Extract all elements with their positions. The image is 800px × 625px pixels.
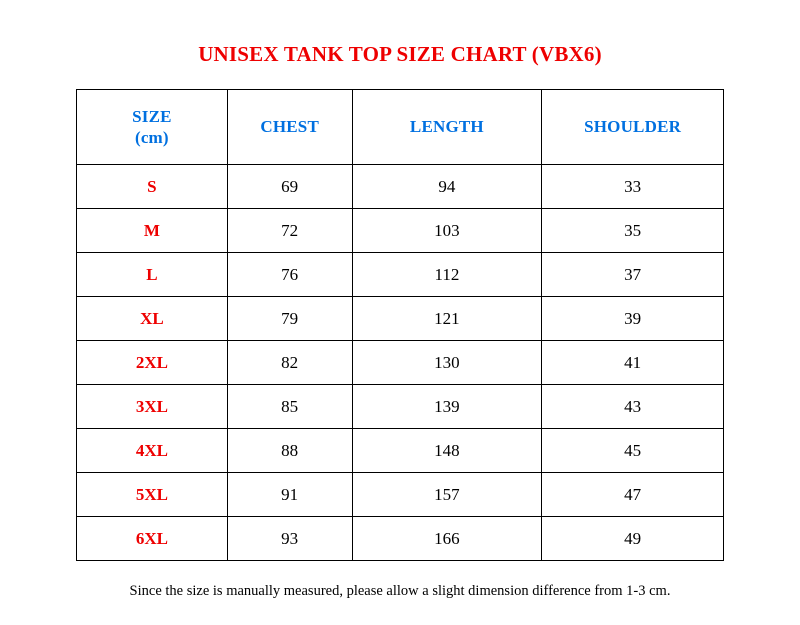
size-chart-table-container bbox=[76, 89, 724, 561]
cell-length: 148 bbox=[352, 429, 542, 473]
cell-chest: 69 bbox=[227, 165, 352, 209]
column-header-length: LENGTH bbox=[352, 90, 542, 165]
page-title: UNISEX TANK TOP SIZE CHART (VBX6) bbox=[198, 42, 602, 66]
cell-size: 3XL bbox=[77, 385, 228, 429]
cell-chest: 82 bbox=[227, 341, 352, 385]
cell-size: 4XL bbox=[77, 429, 228, 473]
cell-chest: 91 bbox=[227, 473, 352, 517]
table-row bbox=[77, 253, 724, 297]
cell-chest: 88 bbox=[227, 429, 352, 473]
cell-chest: 79 bbox=[227, 297, 352, 341]
table-row bbox=[77, 385, 724, 429]
table-header-row bbox=[77, 90, 724, 165]
cell-length: 112 bbox=[352, 253, 542, 297]
cell-chest: 76 bbox=[227, 253, 352, 297]
table-row bbox=[77, 429, 724, 473]
cell-shoulder: 43 bbox=[542, 385, 724, 429]
cell-length: 94 bbox=[352, 165, 542, 209]
cell-length: 130 bbox=[352, 341, 542, 385]
column-header-size bbox=[77, 90, 228, 165]
cell-chest: 85 bbox=[227, 385, 352, 429]
cell-shoulder: 49 bbox=[542, 517, 724, 561]
column-header-shoulder: SHOULDER bbox=[542, 90, 724, 165]
cell-chest: 93 bbox=[227, 517, 352, 561]
size-chart-table bbox=[76, 89, 724, 561]
cell-shoulder: 33 bbox=[542, 165, 724, 209]
column-header-chest: CHEST bbox=[227, 90, 352, 165]
cell-length: 166 bbox=[352, 517, 542, 561]
cell-size: M bbox=[77, 209, 228, 253]
table-row bbox=[77, 165, 724, 209]
table-row bbox=[77, 297, 724, 341]
cell-shoulder: 41 bbox=[542, 341, 724, 385]
cell-size: 6XL bbox=[77, 517, 228, 561]
cell-shoulder: 35 bbox=[542, 209, 724, 253]
table-row bbox=[77, 517, 724, 561]
column-header-size-line1: SIZE bbox=[132, 106, 172, 126]
table-body bbox=[77, 165, 724, 561]
measurement-disclaimer: Since the size is manually measured, please allow a slight dimension difference from 1-3 cm. bbox=[129, 583, 671, 599]
cell-shoulder: 37 bbox=[542, 253, 724, 297]
cell-length: 139 bbox=[352, 385, 542, 429]
column-header-size-line2: (cm) bbox=[134, 128, 169, 147]
table-row bbox=[77, 209, 724, 253]
cell-size: S bbox=[77, 165, 228, 209]
table-row bbox=[77, 341, 724, 385]
cell-length: 121 bbox=[352, 297, 542, 341]
table-header bbox=[77, 90, 724, 165]
cell-size: 2XL bbox=[77, 341, 228, 385]
cell-size: XL bbox=[77, 297, 228, 341]
cell-size: 5XL bbox=[77, 473, 228, 517]
cell-shoulder: 39 bbox=[542, 297, 724, 341]
cell-chest: 72 bbox=[227, 209, 352, 253]
cell-size: L bbox=[77, 253, 228, 297]
cell-shoulder: 45 bbox=[542, 429, 724, 473]
table-row bbox=[77, 473, 724, 517]
cell-length: 157 bbox=[352, 473, 542, 517]
cell-shoulder: 47 bbox=[542, 473, 724, 517]
cell-length: 103 bbox=[352, 209, 542, 253]
